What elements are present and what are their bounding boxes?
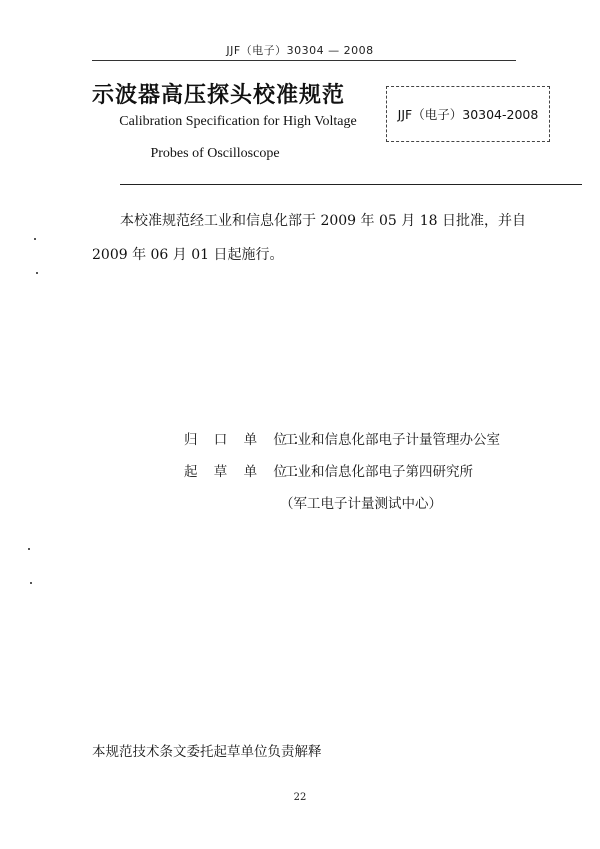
approval-statement: 本校准规范经工业和信息化部于 2009 年 05 月 18 日批准，并自 2009 年 06 月 01 日起施行。 [92,213,526,263]
scan-speck [36,272,38,274]
header-standard-code: JJF（电子）30304 — 2008 [226,44,374,57]
responsible-unit-value: 工业和信息化部电子计量管理办公室 [284,432,500,448]
responsible-unit-row [184,424,500,456]
standard-code-box-text: JJF（电子）30304-2008 [397,107,539,122]
page-number: 22 [293,792,307,803]
scan-speck [28,548,30,550]
title-english-line1: Calibration Specification for High Voltage [119,114,357,129]
title-divider [120,184,582,185]
header-rule [92,60,516,61]
drafting-unit-sub: （军工电子计量测试中心） [280,496,442,512]
title-english-line2: Probes of Oscilloscope [150,146,280,161]
drafting-unit-value: 工业和信息化部电子第四研究所 [284,464,473,480]
organization-block [184,424,500,520]
drafting-unit-label: 起 草 单 位： [184,464,313,480]
responsible-unit-label: 归 口 单 位： [184,432,313,448]
scan-speck [30,582,32,584]
scan-speck [34,238,36,240]
title-chinese: 示波器高压探头校准规范 [92,83,346,108]
interpretation-note: 本规范技术条文委托起草单位负责解释 [92,744,322,760]
standard-code-box [386,86,550,142]
drafting-unit-row [184,456,500,488]
